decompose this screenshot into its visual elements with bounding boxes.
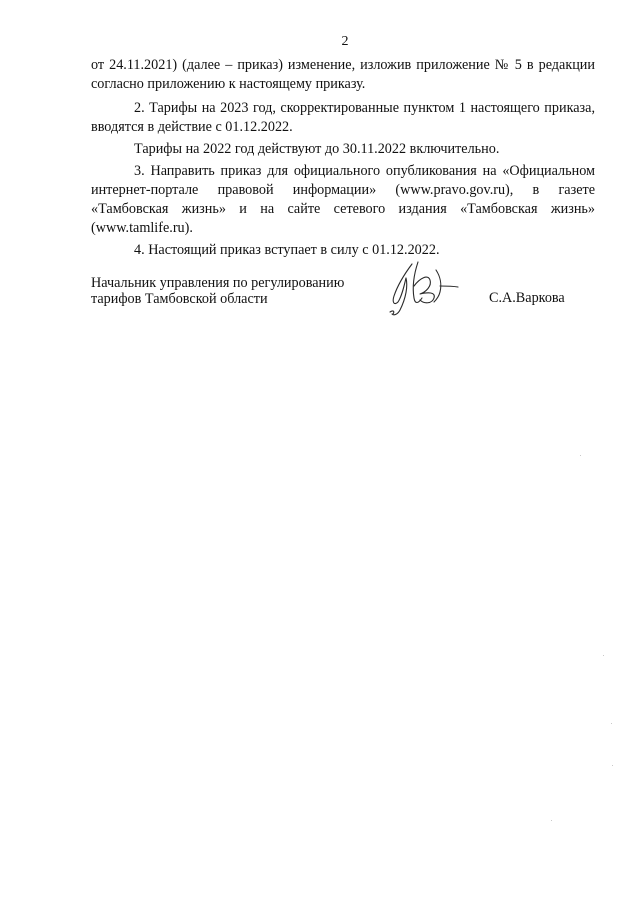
scan-speck — [603, 655, 604, 656]
signatory-position-line-2: тарифов Тамбовской области — [91, 291, 268, 307]
paragraph-item-2: 2. Тарифы на 2023 год, скорректированные пунктом 1 настоящего приказа, вводятся в действие с 01.12.2022. — [91, 100, 595, 135]
signer-name: С.А.Варкова — [489, 290, 565, 306]
page-number: 2 — [341, 34, 349, 49]
paragraph-item-4: 4. Настоящий приказ вступает в силу с 01.12.2022. — [134, 242, 440, 258]
scan-speck — [551, 820, 552, 821]
scan-speck — [612, 765, 613, 766]
document-body — [91, 56, 595, 260]
handwritten-signature — [384, 256, 464, 318]
paragraph-continuation: от 24.11.2021) (далее – приказ) изменение, изложив приложение № 5 в редакции согласно приложению к настоящему приказу. — [91, 57, 595, 92]
paragraph-tariffs-2022: Тарифы на 2022 год действуют до 30.11.2022 включительно. — [134, 141, 500, 157]
scan-speck — [611, 723, 612, 724]
signatory-position — [91, 275, 344, 307]
scan-speck — [580, 455, 581, 456]
signatory-position-line-1: Начальник управления по регулированию — [91, 275, 345, 291]
paragraph-item-3: 3. Направить приказ для официального опубликования на «Официальном интернет-портале правовой информации» (www.pravo.gov.ru), в газете «Тамбовская жизнь» и на сайте сетевого издания «Тамбовская жизнь» (www.tamlife.ru). — [91, 163, 595, 236]
